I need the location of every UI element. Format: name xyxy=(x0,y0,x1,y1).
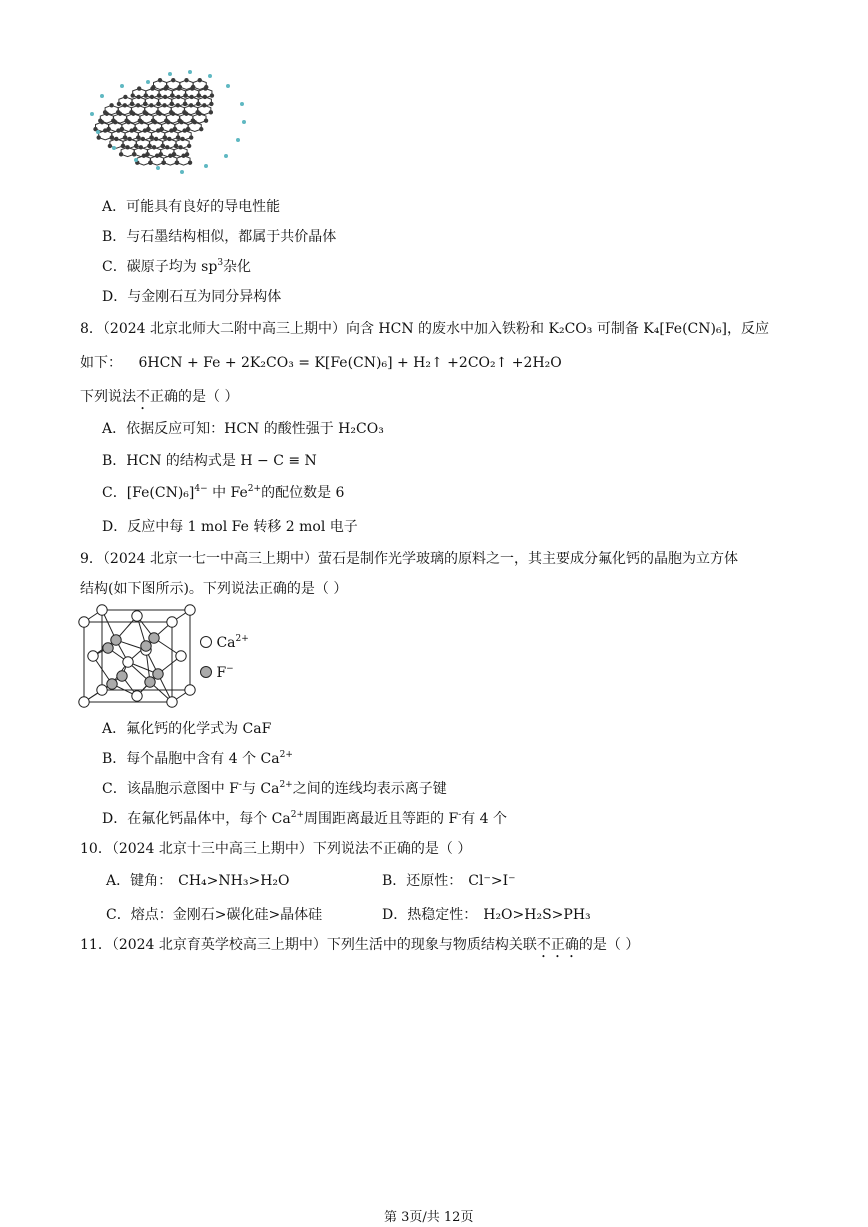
carbon-atom xyxy=(136,103,140,107)
hydrogen-atom xyxy=(188,70,192,74)
carbon-atom xyxy=(178,145,182,149)
q8-k4fecn6: K₄[Fe(CN)₆] xyxy=(643,321,728,337)
carbon-atom xyxy=(100,120,104,124)
q10-option-c: C．熔点：金刚石>碳化硅>晶体硅 xyxy=(106,907,323,923)
carbon-atom xyxy=(177,86,181,90)
carbon-atom xyxy=(144,112,148,116)
q8-ask xyxy=(80,386,238,413)
calcium-ion xyxy=(185,605,195,615)
carbon-atom xyxy=(136,135,140,139)
carbon-atom xyxy=(150,86,154,90)
q8-ask-a: 下列说法 xyxy=(80,389,136,405)
q7-c-sup: 3 xyxy=(217,258,224,268)
q9-d-end: 有 4 个 xyxy=(461,811,508,827)
q8-c-complex-charge: 4− xyxy=(194,484,208,494)
q10-d-val: H₂O>H₂S>PH₃ xyxy=(483,907,591,923)
carbon-atom xyxy=(139,145,143,149)
carbon-atom xyxy=(196,102,200,106)
carbon-atom xyxy=(184,93,188,97)
carbon-atom xyxy=(109,103,113,107)
carbon-atom xyxy=(154,137,158,141)
legend-ca xyxy=(200,634,249,651)
calcium-ion xyxy=(123,657,133,667)
carbon-atom xyxy=(176,135,180,139)
carbon-atom xyxy=(130,102,134,106)
fluoride-ion xyxy=(145,677,155,687)
carbon-atom xyxy=(118,112,122,116)
carbon-atom xyxy=(130,128,134,132)
carbon-atom xyxy=(190,86,194,90)
q7-option-d: D．与金刚石互为同分异构体 xyxy=(102,289,282,305)
calcium-ion xyxy=(167,697,177,707)
carbon-atom xyxy=(163,95,167,99)
q8-option-d: D．反应中每 1 mol Fe 转移 2 mol 电子 xyxy=(102,519,358,535)
carbon-atom xyxy=(189,95,193,99)
carbon-atom xyxy=(198,78,202,82)
q9-d-mid: 周围距离最近且等距的 F xyxy=(304,811,459,827)
carbon-atom xyxy=(113,120,117,124)
carbon-atom xyxy=(149,103,153,107)
carbon-atom xyxy=(105,112,109,116)
fluoride-ion xyxy=(111,635,121,645)
calcium-ion xyxy=(176,651,186,661)
q8-eq-prefix: 如下： xyxy=(80,355,122,371)
carbon-atom xyxy=(209,102,213,106)
q10-option-a xyxy=(106,870,290,890)
carbon-atom xyxy=(166,120,170,124)
q10-option-b xyxy=(382,870,516,890)
q8-c-mid: 中 Fe xyxy=(207,485,248,501)
carbon-atom xyxy=(197,112,201,116)
carbon-atom xyxy=(165,145,169,149)
hydrogen-atom xyxy=(90,112,94,116)
fluoride-ion xyxy=(141,641,151,651)
q8-k2co3: K₂CO₃ xyxy=(548,321,593,337)
carbon-atom xyxy=(179,120,183,124)
carbon-atom xyxy=(152,145,156,149)
carbon-atom xyxy=(171,78,175,82)
carbon-atom xyxy=(202,103,206,107)
q9-d-sup1: 2+ xyxy=(290,810,305,820)
hydrogen-atom xyxy=(226,84,230,88)
hydrogen-atom xyxy=(168,72,172,76)
carbon-atom xyxy=(175,161,179,165)
hydrogen-atom xyxy=(112,146,116,150)
q9-stem-line2: 结构(如下图所示)。下列说法正确的是（ ） xyxy=(80,581,348,597)
fluoride-ion xyxy=(153,669,163,679)
q8-stem-text3: ，反应 xyxy=(727,321,770,337)
carbon-atom xyxy=(156,128,160,132)
calcium-ion xyxy=(185,685,195,695)
carbon-atom xyxy=(150,135,154,139)
carbon-atom xyxy=(180,137,184,141)
calcium-ion xyxy=(132,691,142,701)
q8-stem-line1 xyxy=(80,318,769,338)
hydrogen-atom xyxy=(96,130,100,134)
q10-stem: 10．（2024 北京十三中高三上期中）下列说法不正确的是（ ） xyxy=(80,841,472,857)
carbon-atom xyxy=(162,103,166,107)
q9-option-c xyxy=(102,778,447,798)
calcium-ion xyxy=(88,651,98,661)
carbon-atom xyxy=(176,95,180,99)
carbon-atom xyxy=(143,128,147,132)
carbon-atom xyxy=(141,137,145,141)
carbon-atom xyxy=(184,112,188,116)
carbon-atom xyxy=(123,103,127,107)
calcium-ion xyxy=(97,685,107,695)
carbon-atom xyxy=(125,145,129,149)
carbon-atom xyxy=(193,120,197,124)
carbon-atom xyxy=(163,135,167,139)
carbon-atom xyxy=(108,144,112,148)
q11-stem-b: 的是（ ） xyxy=(578,937,640,953)
carbon-atom xyxy=(189,103,193,107)
carbon-atom xyxy=(209,110,213,114)
q10-b-label: B．还原性： xyxy=(382,873,463,889)
carbon-atom xyxy=(157,93,161,97)
legend-f-label: F xyxy=(216,665,227,681)
carbon-atom xyxy=(204,119,208,123)
q8-c-end: 的配位数是 6 xyxy=(261,485,345,501)
carbon-atom xyxy=(121,144,125,148)
carbon-atom xyxy=(137,86,141,90)
q8-c-label: C． xyxy=(102,485,127,501)
q11-stem-not: 不正确 xyxy=(536,937,579,953)
carbon-atom xyxy=(170,93,174,97)
carbon-atom xyxy=(156,102,160,106)
q9-stem-line1: 9．（2024 北京一七一中高三上期中）萤石是制作光学玻璃的原料之一，其主要成分氟化钙的晶胞为立方体 xyxy=(80,551,738,567)
carbon-atom xyxy=(148,161,152,165)
carbon-atom xyxy=(123,95,127,99)
carbon-atom xyxy=(188,161,192,165)
carbon-atom xyxy=(123,135,127,139)
carbon-atom xyxy=(143,102,147,106)
carbon-atom xyxy=(181,154,185,158)
carbon-atom xyxy=(203,95,207,99)
carbon-atom xyxy=(161,144,165,148)
hydrogen-atom xyxy=(180,170,184,174)
q9-c-sup2: 2+ xyxy=(279,780,293,790)
calcium-ion xyxy=(79,617,89,627)
carbon-atom xyxy=(116,128,120,132)
carbon-atom xyxy=(150,95,154,99)
carbon-atom xyxy=(155,154,159,158)
q7-c-text: C．碳原子均为 sp xyxy=(102,259,218,275)
carbon-atom xyxy=(162,161,166,165)
hydrogen-atom xyxy=(236,138,240,142)
q8-option-a: A．依据反应可知：HCN 的酸性强于 H₂CO₃ xyxy=(102,421,384,437)
hydrogen-atom xyxy=(156,166,160,170)
q7-option-a: A．可能具有良好的导电性能 xyxy=(102,199,281,215)
hydrogen-atom xyxy=(240,102,244,106)
carbon-atom xyxy=(127,137,131,141)
carbon-atom xyxy=(147,144,151,148)
carbon-atom xyxy=(145,152,149,156)
calcium-ion xyxy=(167,617,177,627)
q9-option-b xyxy=(102,748,293,768)
graphene-structure-figure xyxy=(78,64,258,188)
hydrogen-atom xyxy=(134,158,138,162)
calcium-ion xyxy=(132,611,142,621)
q9-option-a: A．氟化钙的化学式为 CaF xyxy=(102,721,272,737)
q8-ask-b: 正确的是（ ） xyxy=(150,389,239,405)
q9-d-sup2: - xyxy=(458,810,462,820)
page-number: 第 3页/共 12页 xyxy=(384,1210,474,1225)
hydrogen-atom xyxy=(242,120,246,124)
grey-circle-icon xyxy=(200,666,212,678)
hydrogen-atom xyxy=(208,74,212,78)
q7-option-b: B．与石墨结构相似，都属于共价晶体 xyxy=(102,229,337,245)
q7-c-suffix: 杂化 xyxy=(223,259,252,275)
carbon-atom xyxy=(144,93,148,97)
carbon-atom xyxy=(131,93,135,97)
q8-equation: 6HCN + Fe + 2K₂CO₃ = K[Fe(CN)₆] + H₂↑ +2CO₂↑ +2H₂O xyxy=(138,355,562,371)
carbon-atom xyxy=(132,152,136,156)
carbon-atom xyxy=(172,152,176,156)
q9-c-end: 之间的连线均表示离子键 xyxy=(292,781,447,797)
carbon-atom xyxy=(97,135,101,139)
carbon-atom xyxy=(167,137,171,141)
legend-f xyxy=(200,664,234,681)
open-circle-icon xyxy=(200,636,212,648)
carbon-atom xyxy=(114,137,118,141)
fluoride-ion xyxy=(149,633,159,643)
q8-stem-text2: 可制备 xyxy=(596,321,639,337)
carbon-atom xyxy=(158,78,162,82)
q9-c-mid: 与 Ca xyxy=(241,781,280,797)
carbon-atom xyxy=(140,120,144,124)
carbon-atom xyxy=(153,120,157,124)
carbon-atom xyxy=(136,95,140,99)
q9-b-sup: 2+ xyxy=(279,750,293,760)
carbon-atom xyxy=(159,152,163,156)
carbon-atom xyxy=(169,128,173,132)
carbon-atom xyxy=(119,152,123,156)
legend-ca-label: Ca xyxy=(216,635,236,651)
hydrogen-atom xyxy=(204,164,208,168)
q10-a-val: CH₄>NH₃>H₂O xyxy=(178,873,290,889)
q8-ask-not: 不 xyxy=(136,389,150,405)
carbon-atom xyxy=(184,78,188,82)
carbon-atom xyxy=(164,86,168,90)
q9-c-sup1: - xyxy=(238,780,242,790)
hydrogen-atom xyxy=(224,154,228,158)
carbon-atom xyxy=(189,135,193,139)
q10-d-label: D．热稳定性： xyxy=(382,907,478,923)
carbon-atom xyxy=(176,103,180,107)
carbon-atom xyxy=(168,154,172,158)
q7-option-c xyxy=(102,256,251,276)
carbon-atom xyxy=(183,128,187,132)
hydrogen-atom xyxy=(100,94,104,98)
q8-equation-line xyxy=(80,352,562,372)
carbon-atom xyxy=(131,112,135,116)
q10-a-label: A．键角： xyxy=(106,873,173,889)
carbon-atom xyxy=(187,144,191,148)
q10-b-val: Cl⁻>I⁻ xyxy=(468,873,516,889)
q9-d-pre: D．在氟化钙晶体中，每个 Ca xyxy=(102,811,291,827)
q10-option-d xyxy=(382,904,591,924)
carbon-atom xyxy=(134,144,138,148)
carbon-atom xyxy=(110,135,114,139)
carbon-atom xyxy=(117,102,121,106)
carbon-atom xyxy=(171,112,175,116)
q8-option-b: B．HCN 的结构式是 H − C ≡ N xyxy=(102,453,317,469)
carbon-atom xyxy=(199,127,203,131)
hydrogen-atom xyxy=(146,80,150,84)
fluoride-ion xyxy=(107,679,117,689)
fluoride-ion xyxy=(117,671,127,681)
calcium-ion xyxy=(79,697,89,707)
legend-ca-charge: 2+ xyxy=(235,634,249,644)
q8-stem-text: 8．（2024 北京北师大二附中高三上期中）向含 HCN 的废水中加入铁粉和 xyxy=(80,321,545,337)
hydrogen-atom xyxy=(120,84,124,88)
carbon-atom xyxy=(174,144,178,148)
caf2-unit-cell-figure xyxy=(78,604,200,708)
carbon-atom xyxy=(210,93,214,97)
carbon-atom xyxy=(126,120,130,124)
carbon-atom xyxy=(183,102,187,106)
carbon-atom xyxy=(170,102,174,106)
q8-option-c xyxy=(102,482,344,502)
q9-c-pre: C．该晶胞示意图中 F xyxy=(102,781,239,797)
q9-option-d xyxy=(102,808,507,828)
q8-c-fe-charge: 2+ xyxy=(247,484,262,494)
calcium-ion xyxy=(97,605,107,615)
q11-stem xyxy=(80,934,639,961)
q11-stem-a: 11．（2024 北京育英学校高三上期中）下列生活中的现象与物质结构关联 xyxy=(80,937,537,953)
carbon-atom xyxy=(197,93,201,97)
legend-f-charge: − xyxy=(226,664,234,674)
q8-c-complex: [Fe(CN)₆] xyxy=(126,485,195,501)
fluoride-ion xyxy=(103,643,113,653)
q9-b-text: B．每个晶胞中含有 4 个 Ca xyxy=(102,751,280,767)
carbon-atom xyxy=(142,154,146,158)
carbon-atom xyxy=(103,128,107,132)
carbon-atom xyxy=(203,86,207,90)
carbon-atom xyxy=(158,112,162,116)
